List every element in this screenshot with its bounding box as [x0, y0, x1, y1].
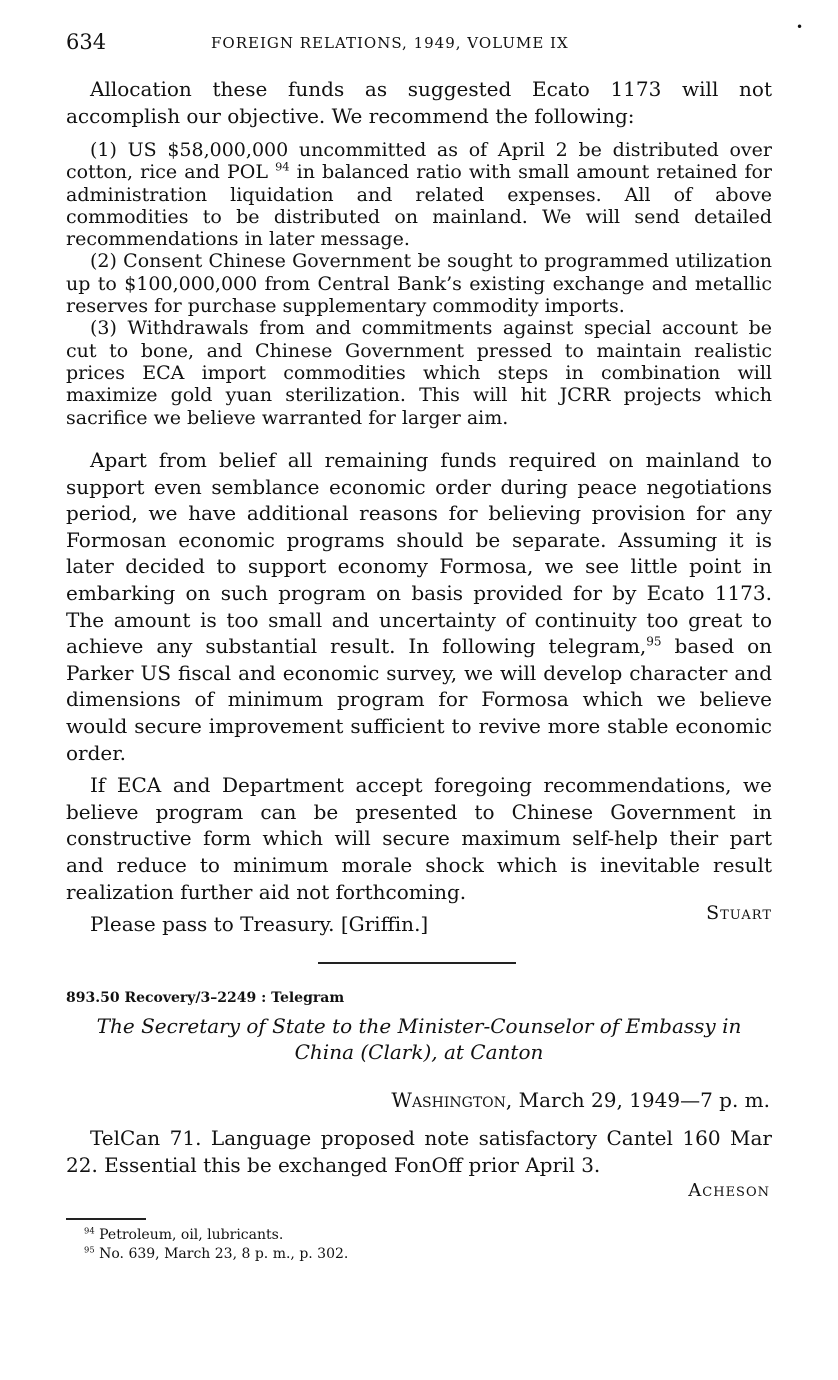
dateline-date: March 29, 1949—7 p. m. [512, 1088, 770, 1112]
recommendation-2: (2) Consent Chinese Government be sought to programmed utilization up to $100,000,000 from Central Bank’s existing exchange and metallic reserves for purchase supplementary commodity imports. [66, 250, 772, 318]
signature-acheson: Acheson [688, 1180, 770, 1201]
document-title-line-2: China (Clark), at Canton [294, 1040, 544, 1064]
body-paragraph-1-text: Apart from belief all remaining funds required on mainland to support even semblance economic order during peace negotiations period, we have additional reasons for believing provision for any Formosan economic programs should be separate. Assuming it is later decided to support economy Formosa, we see little point in embarking on such program on basis provided for by Ecato 1173. The amount is too small and uncertainty of continuity too great to achieve any substantial result. In following telegram, [66, 448, 772, 659]
body-paragraph-2: If ECA and Department accept foregoing recommendations, we believe program can be presented to Chinese Government in constructive form which will secure maximum self-help their part and reduce to minimum morale shock which is inevitable result realization further aid not forthcoming. [66, 773, 772, 904]
footnotes [84, 1226, 684, 1264]
dateline [391, 1088, 770, 1112]
dateline-place: Washington, [391, 1088, 513, 1112]
footnote-divider [66, 1218, 146, 1220]
recommendation-1-continued: in balanced ratio with small amount retained for administration liquidation and related expenses. All of above commodities to be distributed on mainland. We will send detailed recommendations in later message. [66, 161, 772, 251]
footnote-94-number: 94 [84, 1225, 95, 1236]
body-paragraph-1-continued: based on Parker US fiscal and economic survey, we will develop character and dimensions of minimum program for Formosa which we believe would secure improvement sufficient to revive more stable economic order. [66, 634, 773, 765]
body-paragraph-3: Please pass to Treasury. [Griffin.] [90, 912, 429, 937]
document-title [66, 1013, 772, 1065]
recommendation-3: (3) Withdrawals from and commitments against special account be cut to bone, and Chinese Government pressed to maintain realistic prices ECA import commodities which steps in combination will maximize gold yuan sterilization. This will hit JCRR projects which sacrifice we believe warranted for larger aim. [66, 317, 772, 429]
recommendation-1 [66, 139, 772, 250]
recommendations-list [66, 139, 772, 429]
footnote-95 [84, 1245, 684, 1264]
section-divider [318, 962, 516, 964]
page-header [66, 30, 771, 60]
footnote-95-text: No. 639, March 23, 8 p. m., p. 302. [94, 1246, 349, 1262]
telegram-text: TelCan 71. Language proposed note satisfactory Cantel 160 Mar 22. Essential this be exchanged FonOff prior April 3. [66, 1126, 772, 1177]
document-title-line-1: The Secretary of State to the Minister-Counselor of Embassy in [96, 1014, 742, 1038]
intro-text: Allocation these funds as suggested Ecato 1173 will not accomplish our objective. We recommend the following: [66, 77, 772, 128]
signature-stuart: Stuart [706, 902, 772, 924]
footnote-ref-94: 94 [275, 159, 290, 174]
footnote-94-text: Petroleum, oil, lubricants. [94, 1227, 284, 1243]
running-head: FOREIGN RELATIONS, 1949, VOLUME IX [211, 34, 569, 52]
footnote-95-number: 95 [84, 1244, 95, 1255]
file-reference: 893.50 Recovery/3–2249 : Telegram [66, 990, 345, 1006]
recommendation-1-text: (1) US $58,000,000 uncommitted as of April 2 be distributed over cotton, rice and POL [66, 139, 772, 184]
margin-mark: • [796, 20, 804, 34]
telegram-body [66, 1125, 772, 1179]
intro-paragraph [66, 76, 772, 130]
footnote-94 [84, 1226, 684, 1245]
page-number: 634 [66, 30, 107, 54]
main-body [66, 447, 772, 938]
footnote-ref-95: 95 [646, 634, 662, 649]
body-paragraph-1 [66, 447, 772, 766]
